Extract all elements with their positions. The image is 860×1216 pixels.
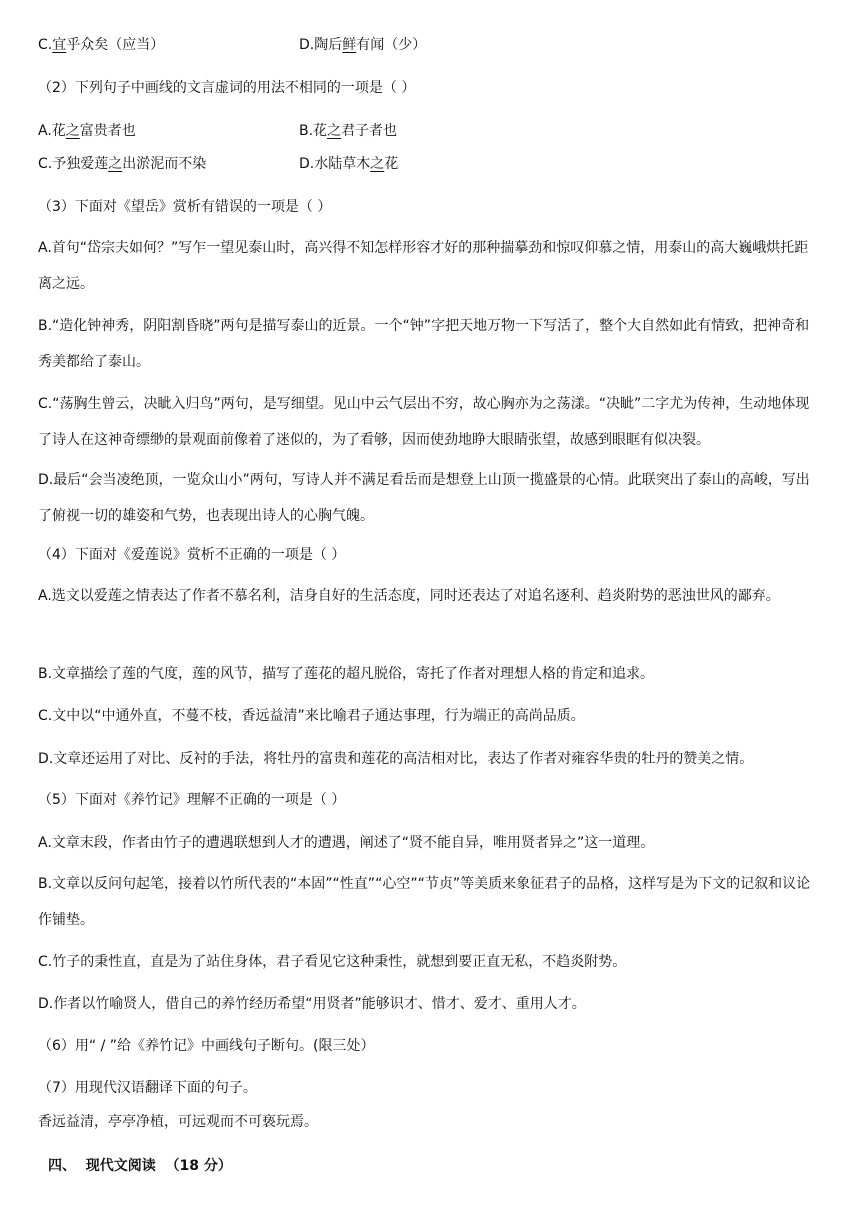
section-title: 现代文阅读: [85, 1158, 156, 1174]
q4-stem: （4）下面对《爱莲说》赏析不正确的一项是（ ）: [38, 547, 346, 563]
option-text: 出淤泥而不染: [122, 156, 207, 172]
option-prefix: B.花: [299, 123, 328, 139]
option-prefix: A.花: [38, 123, 66, 139]
q4-option-c: C.文中以“中通外直，不蔓不枝，香远益清”来比喻君子通达事理，行为端正的高尚品质。: [38, 708, 585, 724]
q3-stem: （3）下面对《望岳》赏析有错误的一项是（ ）: [38, 199, 332, 215]
option-text: 富贵者也: [79, 123, 136, 139]
q1-option-d: [299, 35, 426, 55]
q3-option-b: B.“造化钟神秀，阴阳割昏晓”两句是描写泰山的近景。一个“钟”字把天地万物一下写活了，整个大自然如此有情致，把神奇和秀美都给了泰山。: [38, 318, 810, 370]
option-prefix: C.: [38, 37, 53, 53]
q7-stem: （7）用现代汉语翻译下面的句子。: [38, 1080, 257, 1096]
q6-stem: （6）用“ / ”给《养竹记》中画线句子断句。(限三处）: [38, 1038, 375, 1054]
underlined-word: 之: [65, 123, 80, 139]
q5-option-c: C.竹子的秉性直，直是为了站住身体，君子看见它这种秉性，就想到要正直无私，不趋炎附势。: [38, 954, 627, 970]
q4-option-a: A.选文以爱莲之情表达了作者不慕名利，洁身自好的生活态度，同时还表达了对追名逐利、趋炎附势的恶浊世风的鄙弃。: [38, 588, 780, 604]
q2-option-d: [299, 154, 398, 174]
underlined-word: 之: [327, 123, 342, 139]
q1-option-c: [38, 35, 164, 55]
q2-option-a: [38, 121, 136, 141]
option-text: 君子者也: [341, 123, 398, 139]
option-text: 乎众矣（应当）: [66, 37, 165, 53]
q3-option-d: D.最后“会当凌绝顶，一览众山小”两句，写诗人并不满足看岳而是想登上山顶一揽盛景的心情。此联突出了泰山的高峻，写出了俯视一切的雄姿和气势，也表现出诗人的心胸气魄。: [38, 472, 810, 524]
option-prefix: D.陶后: [299, 37, 343, 53]
q5-option-b: B.文章以反问句起笔，接着以竹所代表的“本固”“性直”“心空”“节贞”等美质来象征君子的品格，这样写是为下文的记叙和议论作铺垫。: [38, 876, 811, 928]
q5-stem: （5）下面对《养竹记》理解不正确的一项是（ ）: [38, 792, 346, 808]
q5-option-d: D.作者以竹喻贤人，借自己的养竹经历希望“用贤者”能够识才、惜才、爱才、重用人才。: [38, 996, 586, 1012]
q2-option-c: [38, 154, 206, 174]
section-score: （18 分）: [165, 1158, 232, 1174]
underlined-word: 鲜: [342, 37, 357, 53]
option-text: 有闻（少）: [356, 37, 427, 53]
q2-stem: （2）下列句子中画线的文言虚词的用法不相同的一项是（ ）: [38, 80, 416, 96]
option-prefix: D.水陆草木: [299, 156, 371, 172]
option-prefix: C.予独爱莲: [38, 156, 109, 172]
section-heading: [48, 1156, 232, 1176]
q4-option-d: D.文章还运用了对比、反衬的手法，将牡丹的富贵和莲花的高洁相对比，表达了作者对雍容华贵的牡丹的赞美之情。: [38, 751, 754, 767]
section-number: 四、: [48, 1158, 76, 1174]
q3-option-a: A.首句“岱宗夫如何？”写乍一望见泰山时，高兴得不知怎样形容才好的那种揣摹劲和惊叹仰慕之情，用泰山的高大巍峨烘托距离之远。: [38, 240, 809, 292]
q2-option-b: [299, 121, 397, 141]
q3-option-c: C.“荡胸生曾云，决眦入归鸟”两句，是写细望。见山中云气层出不穷，故心胸亦为之荡漾。“决眦”二字尤为传神，生动地体现了诗人在这神奇缥缈的景观面前像着了迷似的，为了看够，因而使劲地睁大眼睛张望，故感到眼眶有似决裂。: [38, 396, 810, 448]
option-text: 花: [384, 156, 399, 172]
underlined-word: 之: [108, 156, 123, 172]
q7-sentence: 香远益清，亭亭净植，可远观而不可亵玩焉。: [38, 1114, 318, 1130]
q4-option-b: B.文章描绘了莲的气度，莲的风节，描写了莲花的超凡脱俗，寄托了作者对理想人格的肯定和追求。: [38, 666, 655, 682]
q5-option-a: A.文章末段，作者由竹子的遭遇联想到人才的遭遇，阐述了“贤不能自异，唯用贤者异之”这一道理。: [38, 835, 655, 851]
underlined-word: 宜: [52, 37, 67, 53]
underlined-word: 之: [370, 156, 385, 172]
